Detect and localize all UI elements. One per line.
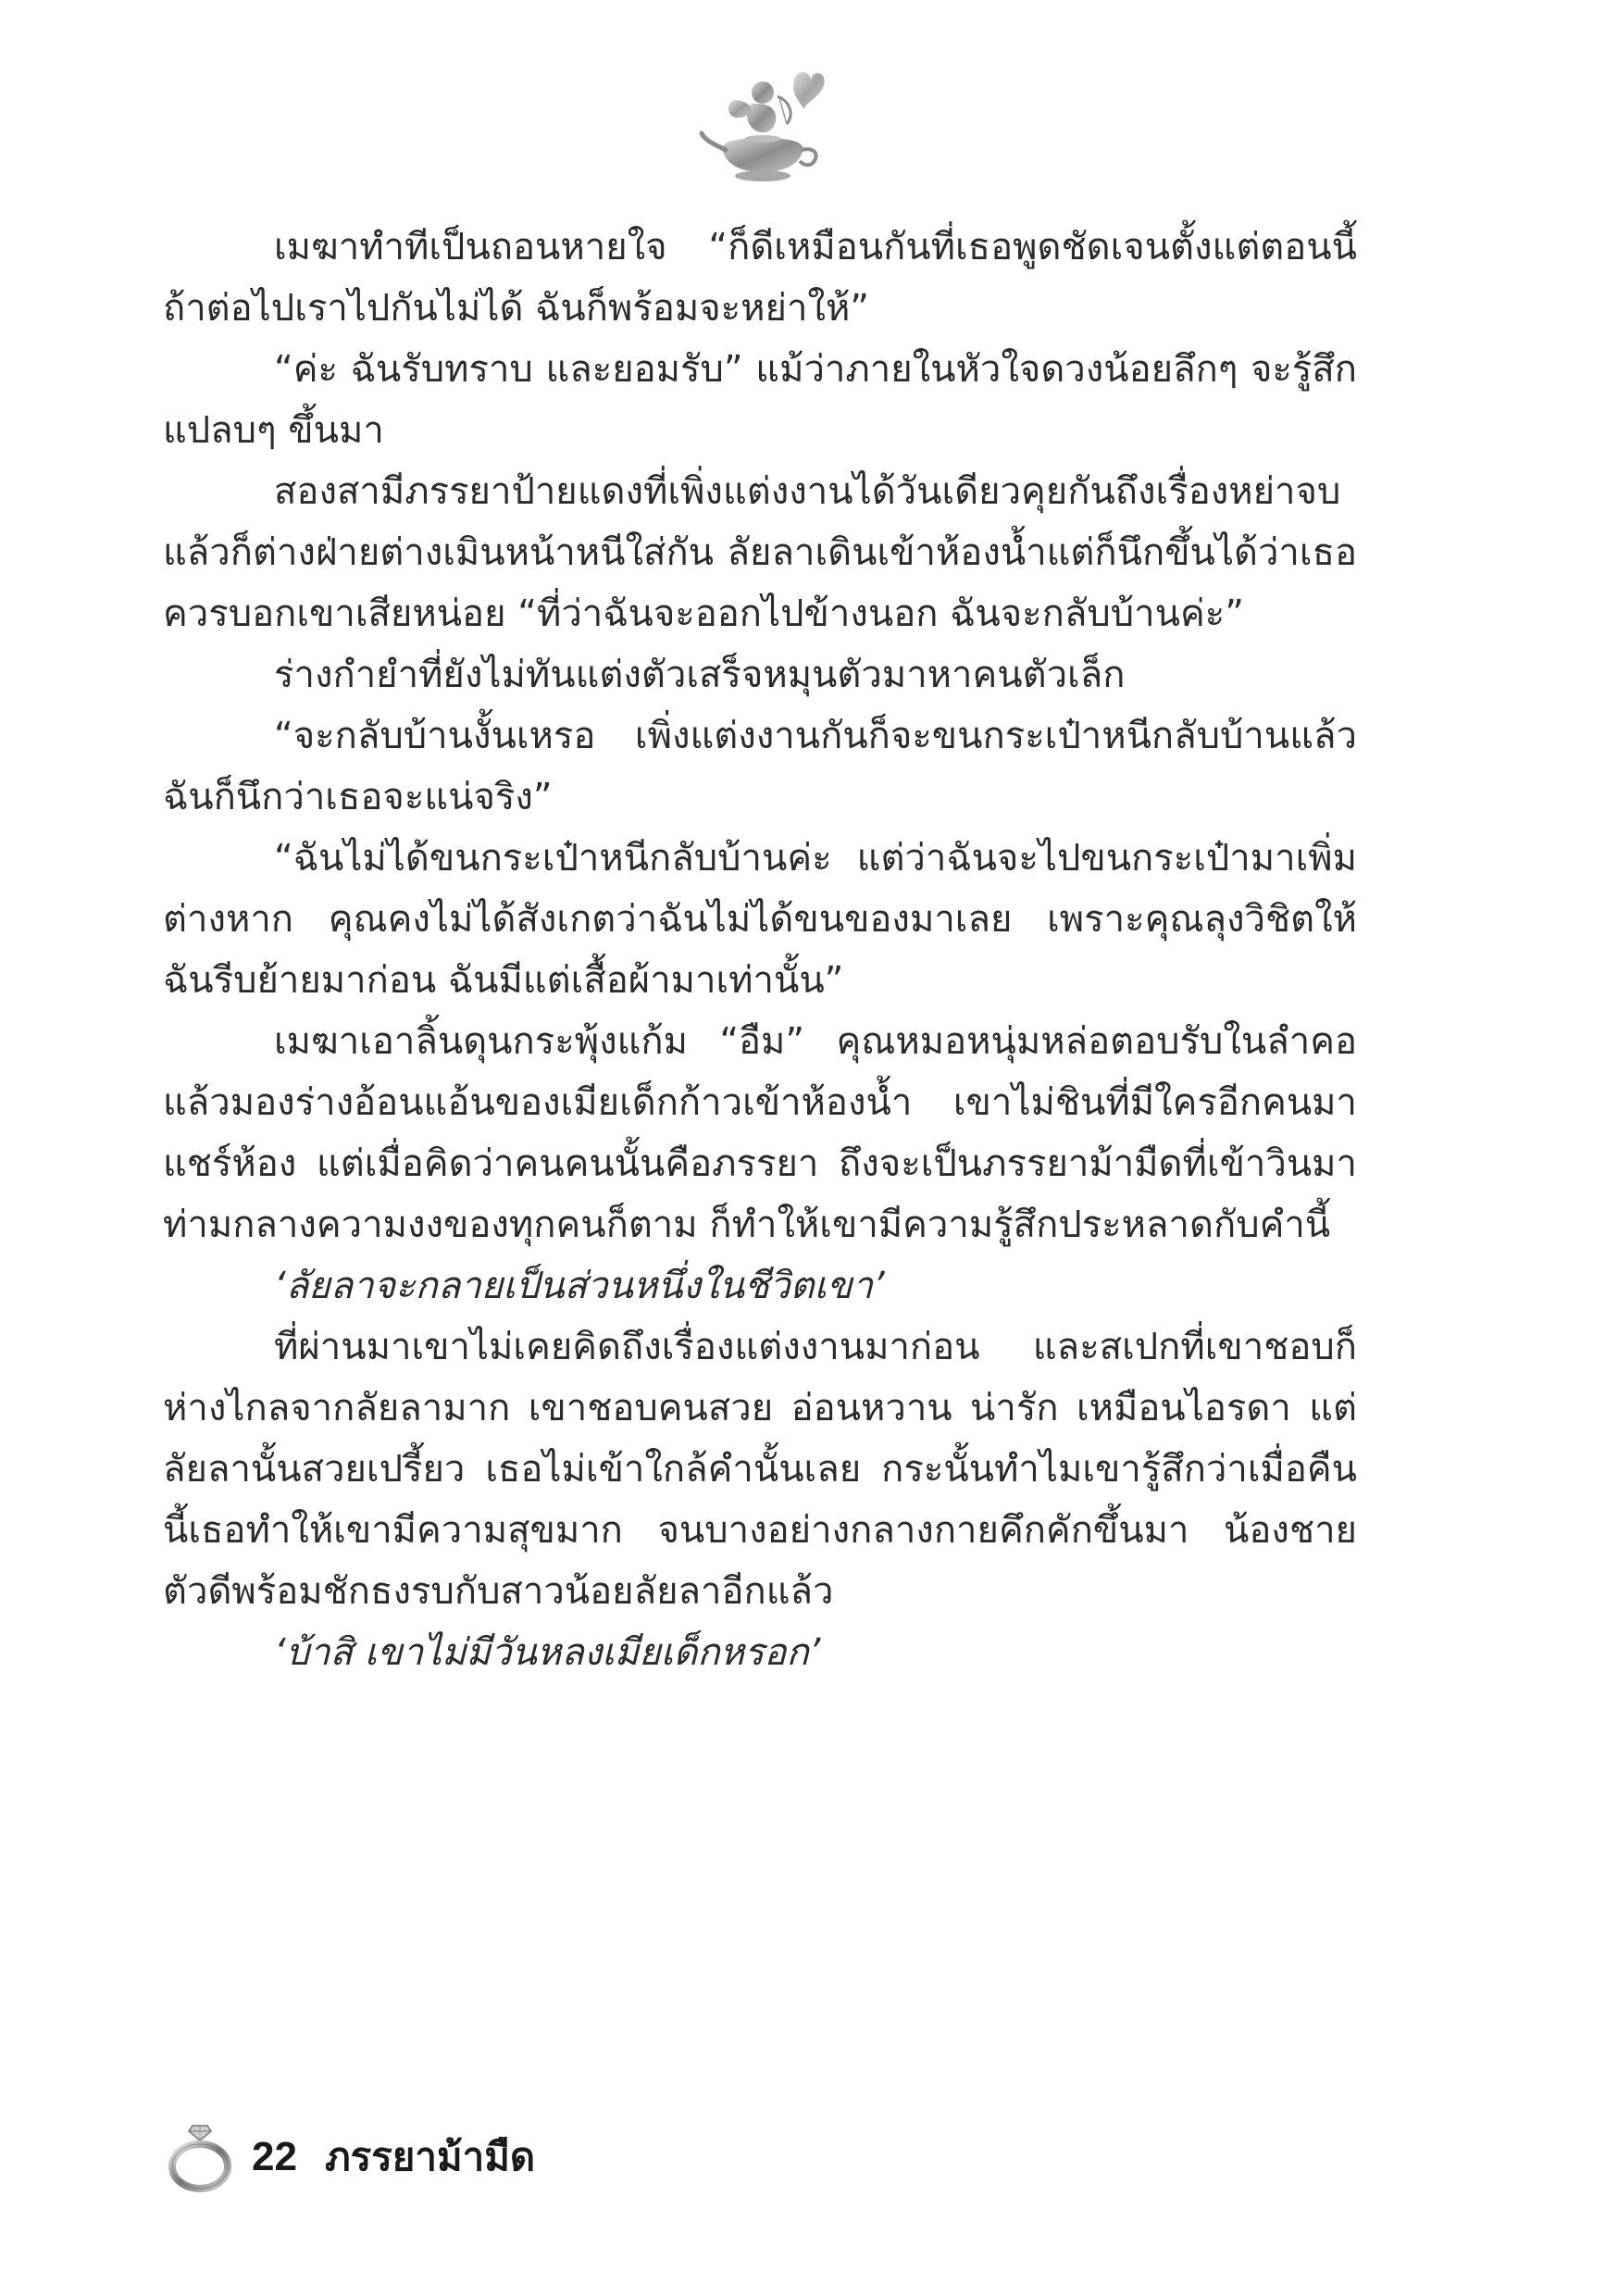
cupid-teapot-ornament-icon [698,54,828,193]
paragraph: “จะกลับบ้านงั้นเหรอ เพิ่งแต่งงานกันก็จะขนกระเป๋าหนีกลับบ้านแล้ว ฉันก็นึกว่าเธอจะแน่จริง” [163,715,1357,818]
body-text [163,217,1357,1683]
paragraph: “ฉันไม่ได้ขนกระเป๋าหนีกลับบ้านค่ะ แต่ว่าฉันจะไปขนกระเป๋ามาเพิ่มต่างหาก คุณคงไม่ได้สังเกตว่าฉันไม่ได้ขนของมาเลย เพราะคุณลุงวิชิตให้ฉันรีบย้ายมาก่อน ฉันมีแต่เสื้อผ้ามาเท่านั้น” [163,837,1357,1002]
diamond-ring-icon [163,2120,237,2194]
paragraph: เมฆาทำทีเป็นถอนหายใจ “ก็ดีเหมือนกันที่เธอพูดชัดเจนตั้งแต่ตอนนี้ ถ้าต่อไปเราไปกันไม่ได้ ฉันก็พร้อมจะหย่าให้” [163,226,1357,330]
paragraph: ร่างกำยำที่ยังไม่ทันแต่งตัวเสร็จหมุนตัวมาหาคนตัวเล็ก [274,654,1126,696]
book-title: ภรรยาม้ามืด [324,2134,536,2179]
paragraph: สองสามีภรรยาป้ายแดงที่เพิ่งแต่งงานได้วันเดียวคุยกันถึงเรื่องหย่าจบแล้วก็ต่างฝ่ายต่างเมินหน้าหนีใส่กัน ลัยลาเดินเข้าห้องน้ำแต่ก็นึกขึ้นได้ว่าเธอควรบอกเขาเสียหน่อย “ที่ว่าฉันจะออกไปข้างนอก ฉันจะกลับบ้านค่ะ” [163,470,1357,635]
paragraph: ที่ผ่านมาเขาไม่เคยคิดถึงเรื่องแต่งงานมาก่อน และสเปกที่เขาชอบก็ห่างไกลจากลัยลามาก เขาชอบคนสวย อ่อนหวาน น่ารัก เหมือนไอรดา แต่ลัยลานั้นสวยเปรี้ยว เธอไม่เข้าใกล้คำนั้นเลย กระนั้นทำไมเขารู้สึกว่าเมื่อคืนนี้เธอทำให้เขามีความสุขมาก จนบางอย่างกลางกายคึกคักขึ้นมา น้องชายตัวดีพร้อมชักธงรบกับสาวน้อยลัยลาอีกแล้ว [163,1326,1357,1613]
paragraph: “ค่ะ ฉันรับทราบ และยอมรับ” แม้ว่าภายในหัวใจดวงน้อยลึกๆ จะรู้สึกแปลบๆ ขึ้นมา [163,348,1357,452]
page-number: 22 [252,2134,297,2179]
paragraph: เมฆาเอาลิ้นดุนกระพุ้งแก้ม “อืม” คุณหมอหนุ่มหล่อตอบรับในลำคอแล้วมองร่างอ้อนแอ้นของเมียเด็กก้าวเข้าห้องน้ำ เขาไม่ชินที่มีใครอีกคนมาแชร์ห้อง แต่เมื่อคิดว่าคนคนนั้นคือภรรยา ถึงจะเป็นภรรยาม้ามืดที่เข้าวินมาท่ามกลางความงงของทุกคนก็ตาม ก็ทำให้เขามีความรู้สึกประหลาดกับคำนี้ [163,1020,1357,1246]
page-footer [163,2120,535,2194]
italic-thought-line: ‘ลัยลาจะกลายเป็นส่วนหนึ่งในชีวิตเขา’ [274,1265,885,1307]
italic-thought-line: ‘บ้าสิ เขาไม่มีวันหลงเมียเด็กหรอก’ [274,1631,821,1674]
